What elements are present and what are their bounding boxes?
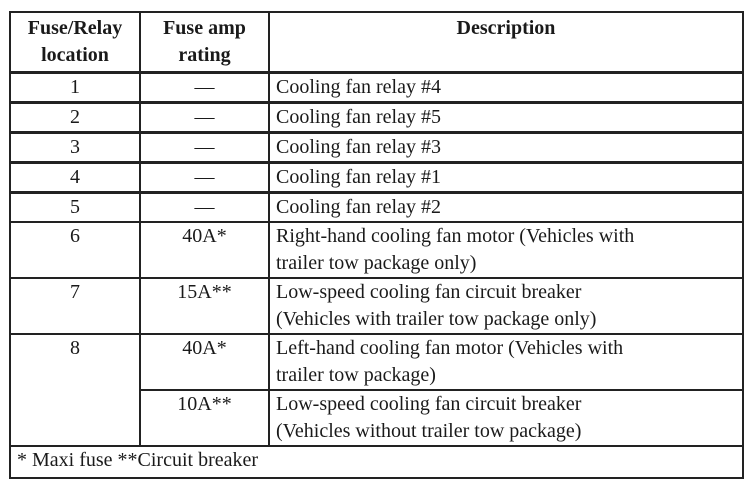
cell-description xyxy=(269,278,743,334)
description-line: Low-speed cooling fan circuit breaker xyxy=(276,393,582,415)
cell-amp: — xyxy=(140,163,269,193)
cell-amp: 40A* xyxy=(140,222,269,278)
cell-amp: — xyxy=(140,103,269,133)
cell-description xyxy=(269,73,743,103)
header-description: Description xyxy=(269,12,743,73)
description-line: Low-speed cooling fan circuit breaker xyxy=(276,281,582,303)
header-location xyxy=(10,12,140,73)
table-row xyxy=(10,73,743,103)
cell-amp: — xyxy=(140,193,269,223)
cell-amp: — xyxy=(140,73,269,103)
table-row xyxy=(10,222,743,278)
header-location-line2: location xyxy=(41,44,109,66)
cell-location: 6 xyxy=(10,222,140,278)
description-line: trailer tow package) xyxy=(276,364,436,386)
cell-location: 7 xyxy=(10,278,140,334)
cell-description xyxy=(269,163,743,193)
table-row xyxy=(10,133,743,163)
cell-description xyxy=(269,222,743,278)
description-line: Cooling fan relay #2 xyxy=(276,196,441,218)
header-amp-line2: rating xyxy=(178,44,231,66)
cell-description xyxy=(269,390,743,446)
table-row xyxy=(10,163,743,193)
table-row xyxy=(10,278,743,334)
table-row xyxy=(10,103,743,133)
fuse-relay-table xyxy=(9,11,744,479)
cell-location: 5 xyxy=(10,193,140,223)
cell-amp: — xyxy=(140,133,269,163)
description-line: Right-hand cooling fan motor (Vehicles with xyxy=(276,225,635,247)
cell-description xyxy=(269,334,743,390)
cell-amp: 15A** xyxy=(140,278,269,334)
cell-location: 4 xyxy=(10,163,140,193)
cell-description xyxy=(269,103,743,133)
description-line: trailer tow package only) xyxy=(276,252,477,274)
header-amp-rating xyxy=(140,12,269,73)
footnote: * Maxi fuse **Circuit breaker xyxy=(10,446,743,478)
header-amp-line1: Fuse amp xyxy=(163,17,246,39)
description-line: Cooling fan relay #3 xyxy=(276,136,441,158)
description-line: Left-hand cooling fan motor (Vehicles with xyxy=(276,337,624,359)
description-line: Cooling fan relay #4 xyxy=(276,76,441,98)
cell-description xyxy=(269,133,743,163)
table-row xyxy=(10,334,743,390)
table-header-row xyxy=(10,12,743,73)
table-footer-row xyxy=(10,446,743,478)
header-location-line1: Fuse/Relay xyxy=(27,17,123,39)
description-line: Cooling fan relay #5 xyxy=(276,106,441,128)
description-line: (Vehicles with trailer tow package only) xyxy=(276,308,597,330)
cell-location: 2 xyxy=(10,103,140,133)
cell-description xyxy=(269,193,743,223)
table-row xyxy=(10,193,743,223)
cell-amp: 10A** xyxy=(140,390,269,446)
cell-location: 1 xyxy=(10,73,140,103)
description-line: Cooling fan relay #1 xyxy=(276,166,441,188)
cell-location: 3 xyxy=(10,133,140,163)
description-line: (Vehicles without trailer tow package) xyxy=(276,420,582,442)
cell-location: 8 xyxy=(10,334,140,446)
cell-amp: 40A* xyxy=(140,334,269,390)
